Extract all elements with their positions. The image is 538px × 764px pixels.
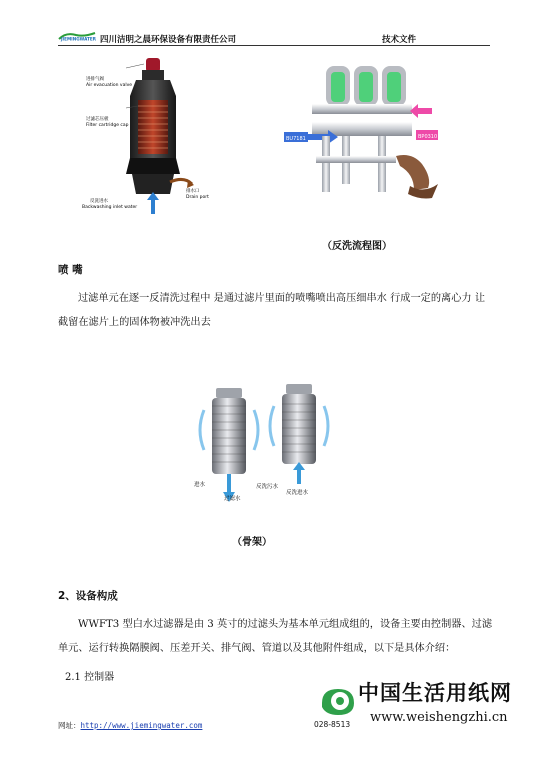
skeleton-left [200, 388, 258, 502]
drain-label-en: Drain port [186, 195, 209, 200]
svg-text:JIEMINGWATER: JIEMINGWATER [61, 36, 96, 42]
filter-head-3 [382, 66, 406, 106]
air-valve-label-cn: 进排气阀 [86, 77, 104, 82]
equipment-section-text: WWFT3 型白水过滤器是由 3 英寸的过滤头为基本单元组成组的，设备主要由控制器、过滤单元、运行转换隔膜阀、压差开关、排气阀、管道以及其他附件组成，以下是具体介绍： [58, 619, 493, 654]
left-tag: BU7181 [286, 136, 306, 142]
document-type: 技术文件 [381, 35, 416, 45]
filter-unit-figure [80, 56, 210, 216]
nozzle-section-text: 过滤单元在逐一反清洗过程中 是通过滤片里面的喷嘴喷出高压细串水 行成一定的离心力 让截留在滤片上的固体物被冲洗出去 [58, 293, 486, 328]
filtered-water-label: 过滤水 [224, 496, 241, 502]
controller-subheading: 2.1 控制器 [65, 672, 115, 683]
website-label: 网址： [58, 721, 81, 730]
housing-base [132, 174, 174, 194]
filter-head-2 [354, 66, 378, 106]
housing-clamp [126, 158, 180, 174]
filter-head-1 [326, 66, 350, 106]
skeleton-right [270, 384, 328, 484]
footer-website [58, 720, 202, 731]
filter-cartridge [138, 100, 168, 154]
company-logo [58, 31, 96, 42]
company-name: 四川洁明之晨环保设备有限责任公司 [100, 35, 237, 45]
backwash-inlet-label: 反洗进水 [286, 490, 309, 496]
lower-manifold [312, 122, 412, 136]
skeleton-figure-caption: （骨架） [232, 537, 272, 548]
paper-roll-icon [318, 681, 358, 721]
support-leg-1 [322, 136, 330, 192]
nozzle-section-title: 喷 嘴 [58, 264, 83, 276]
upper-manifold [312, 104, 412, 114]
drain-manifold [316, 156, 396, 163]
inlet-label-cn: 反洗进水 [90, 199, 108, 204]
website-link[interactable]: http://www.jiemingwater.com [80, 721, 203, 730]
cartridge-cap-label-cn: 过滤芯压板 [86, 117, 109, 122]
equipment-section-title: 2、设备构成 [58, 590, 118, 602]
drain-label-cn: 排水口 [186, 189, 200, 194]
air-valve-label-en: Air evacuation valve [86, 83, 133, 88]
skeleton-figure [190, 380, 340, 504]
right-tag: BP0310 [418, 134, 438, 140]
dirty-water-discharge [396, 155, 429, 190]
backwash-flow-figure [282, 56, 442, 206]
footer-phone: 028-8513 [314, 720, 351, 729]
inlet-label: 进水 [194, 482, 206, 488]
site-watermark [318, 677, 518, 741]
page-header [58, 33, 490, 46]
backwash-figure-caption: （反洗流程图） [322, 241, 392, 252]
support-leg-3 [378, 136, 386, 192]
right-inlet-arrow [410, 104, 432, 118]
backwash-dirty-label: 反洗污水 [256, 484, 279, 490]
watermark-title: 中国生活用纸网 [358, 680, 512, 705]
air-valve-cap [146, 58, 160, 72]
cartridge-cap-label-en: Filter cartridge cap [86, 123, 129, 128]
housing-top [130, 80, 176, 96]
inlet-label-en: Backwashing inlet water [82, 205, 138, 210]
watermark-url: www.weishengzhi.cn [370, 710, 508, 725]
air-valve-body [142, 70, 164, 80]
